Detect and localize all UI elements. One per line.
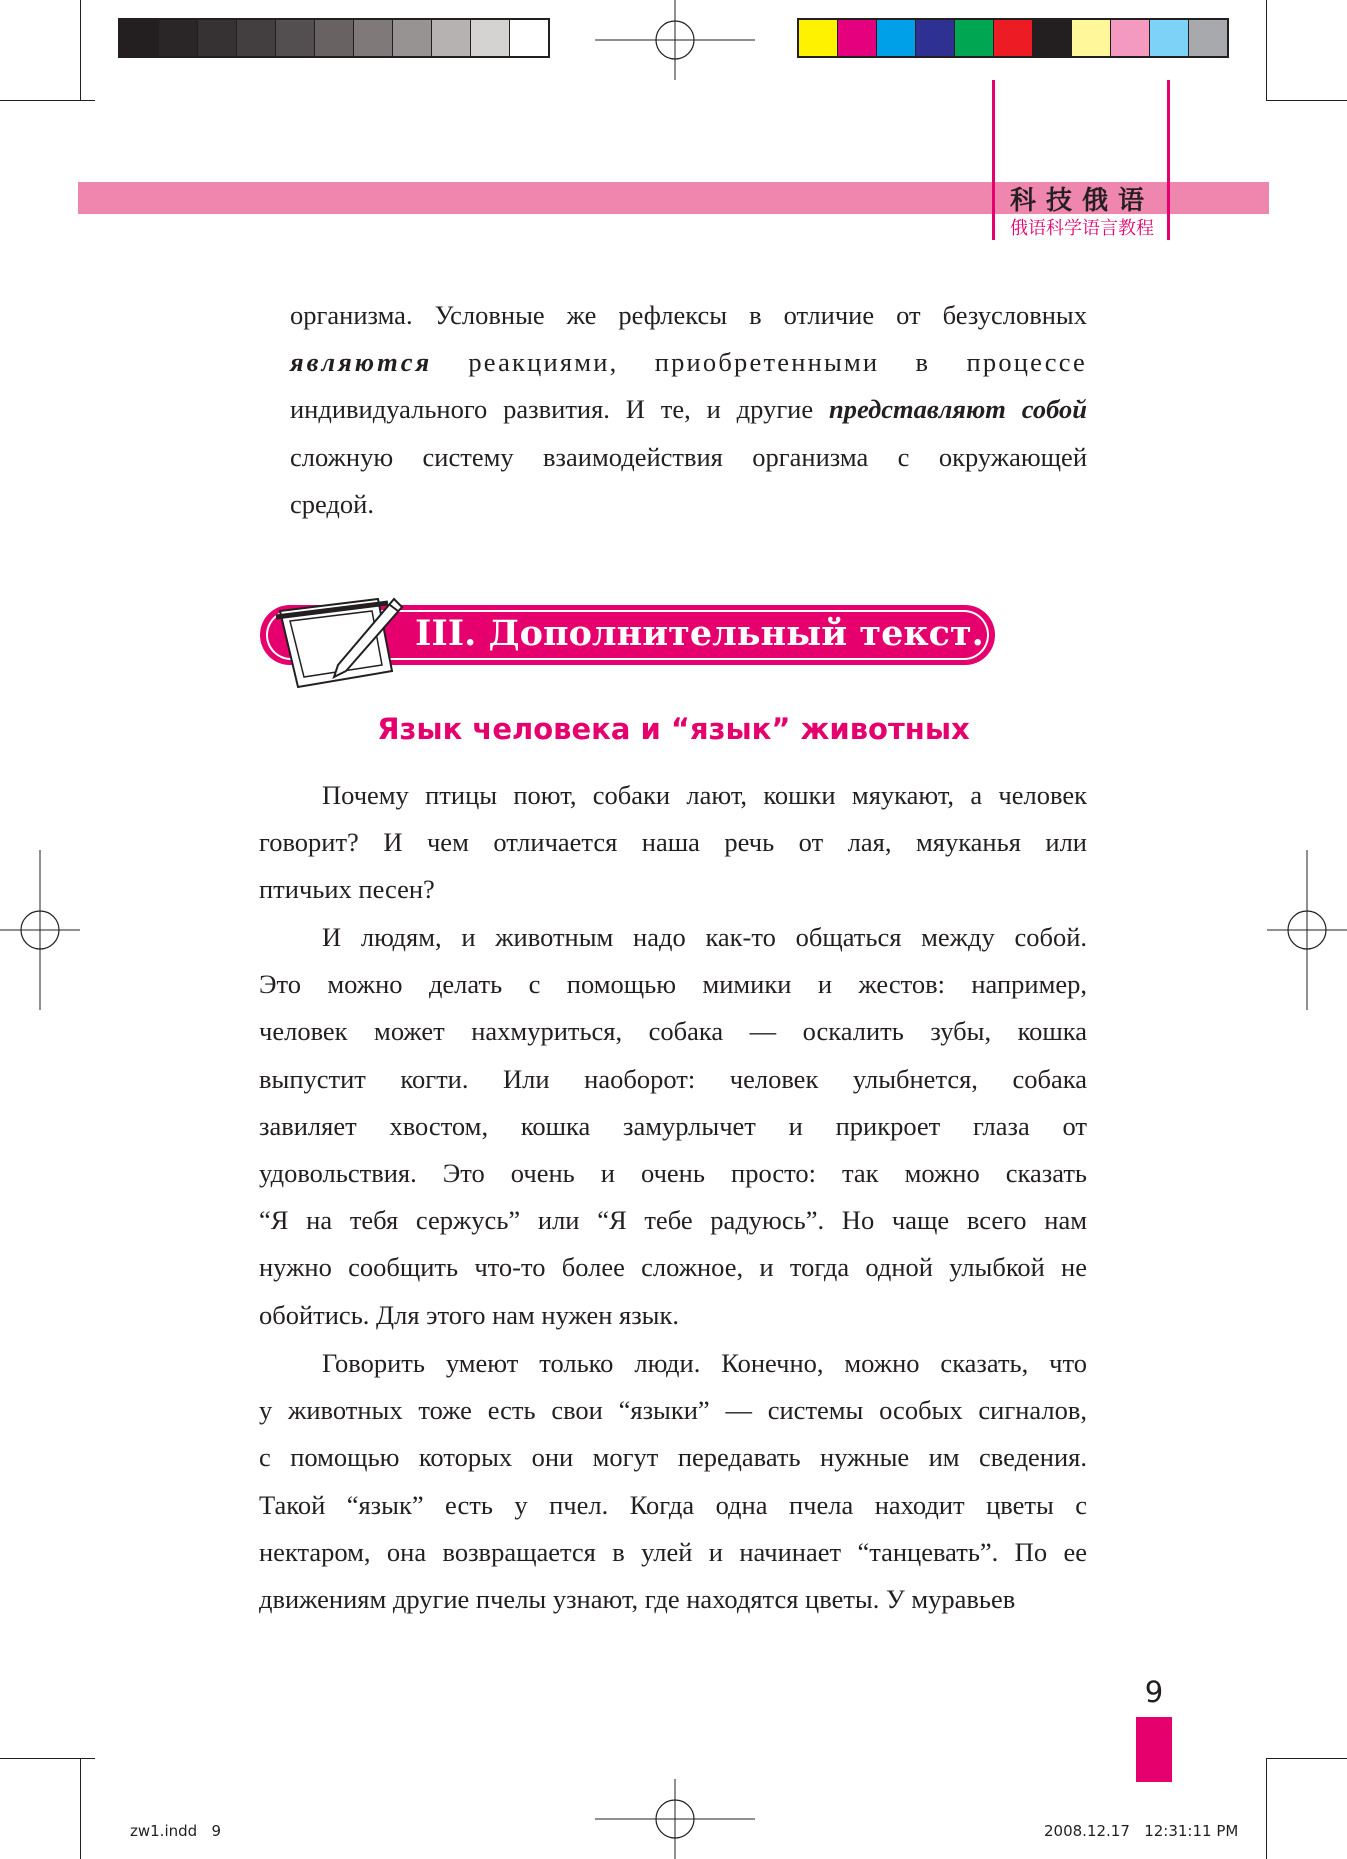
text-line: Это можно делать с помощью мимики и жестов: например,: [259, 969, 1087, 1000]
text-line: нужно сообщить что-то более сложное, и тогда одной улыбкой не: [259, 1252, 1087, 1283]
series-divider: [1167, 80, 1170, 240]
series-subtitle: 俄语科学语言教程: [1010, 218, 1154, 239]
crop-mark: [80, 1758, 81, 1859]
bold-term: представляют собой: [829, 394, 1087, 425]
text-line: выпустит когти. Или наоборот: человек улыбнется, собака: [259, 1063, 1087, 1094]
calibration-swatch: [1189, 20, 1227, 56]
intro-text: реакциями, приобретенными в процессе: [432, 347, 1087, 378]
registration-mark-icon: [595, 1779, 755, 1859]
bold-term: являются: [290, 347, 433, 378]
notepad-pencil-icon: [268, 595, 408, 697]
crop-mark: [1266, 0, 1267, 100]
calibration-swatch: [877, 20, 916, 56]
page-number: 9: [1144, 1675, 1164, 1709]
calibration-swatch: [510, 20, 548, 56]
calibration-swatch: [1150, 20, 1189, 56]
calibration-swatch: [955, 20, 994, 56]
calibration-swatch: [198, 20, 237, 56]
intro-text: индивидуального развития. И те, и другие: [290, 394, 829, 425]
calibration-swatch: [276, 20, 315, 56]
text-line: И людям, и животным надо как-то общаться между собой.: [322, 922, 1087, 952]
text-line: человек может нахмуриться, собака — оскалить зубы, кошка: [259, 1016, 1087, 1047]
text-line: Почему птицы поют, собаки лают, кошки мяукают, а человек: [322, 780, 1087, 810]
text-line: обойтись. Для этого нам нужен язык.: [259, 1299, 679, 1330]
slug-filename: zw1.indd 9: [130, 1822, 222, 1840]
text-line: удовольствия. Это очень и очень просто: так можно сказать: [259, 1158, 1087, 1189]
text-line: с помощью которых они могут передавать нужные им сведения.: [259, 1442, 1087, 1473]
series-title: 科技俄语: [1009, 186, 1154, 216]
calibration-swatch: [237, 20, 276, 56]
crop-mark: [1266, 1758, 1267, 1859]
calibration-swatch: [354, 20, 393, 56]
calibration-swatch: [994, 20, 1033, 56]
color-calibration-bar: [797, 18, 1229, 58]
crop-mark: [1266, 1758, 1347, 1759]
body-paragraph: [259, 914, 1087, 1339]
crop-mark: [0, 100, 95, 101]
crop-mark: [1266, 100, 1347, 101]
text-line: Такой “язык” есть у пчел. Когда одна пчела находит цветы с: [259, 1489, 1087, 1520]
text-line: Говорить умеют только люди. Конечно, можно сказать, что: [322, 1348, 1087, 1378]
crop-mark: [80, 0, 81, 100]
registration-mark-icon: [595, 0, 755, 80]
registration-mark-icon: [1267, 850, 1347, 1010]
text-subtitle: Язык человека и “язык” животных: [377, 712, 970, 746]
body-paragraph: [259, 772, 1087, 914]
calibration-swatch: [838, 20, 877, 56]
calibration-swatch: [1033, 20, 1072, 56]
calibration-swatch: [315, 20, 354, 56]
calibration-swatch: [1072, 20, 1111, 56]
intro-line: организма. Условные же рефлексы в отличие от безусловных: [290, 300, 1087, 330]
text-line: говорит? И чем отличается наша речь от лая, мяуканья или: [259, 827, 1087, 858]
calibration-swatch: [393, 20, 432, 56]
series-label: [992, 80, 1170, 240]
grayscale-calibration-bar: [118, 18, 550, 58]
calibration-swatch: [471, 20, 510, 56]
calibration-swatch: [799, 20, 838, 56]
intro-line: [290, 339, 1087, 386]
calibration-swatch: [120, 20, 159, 56]
text-line: “Я на тебя сержусь” или “Я тебе радуюсь”. Но чаще всего нам: [259, 1205, 1087, 1236]
registration-mark-icon: [0, 850, 80, 1010]
series-divider: [992, 80, 995, 240]
calibration-swatch: [1111, 20, 1150, 56]
text-line: движениям другие пчелы узнают, где находятся цветы. У муравьев: [259, 1584, 1016, 1615]
text-line: у животных тоже есть свои “языки” — системы особых сигналов,: [259, 1395, 1087, 1426]
page-tab: [1136, 1717, 1172, 1782]
text-line: завиляет хвостом, кошка замурлычет и прикроет глаза от: [259, 1110, 1087, 1141]
calibration-swatch: [159, 20, 198, 56]
intro-line: сложную систему взаимодействия организма с окружающей: [290, 441, 1087, 472]
body-paragraph: [259, 1340, 1087, 1623]
text-line: нектаром, она возвращается в улей и начинает “танцевать”. По ее: [259, 1536, 1087, 1567]
intro-paragraph: [290, 292, 1087, 528]
slug-timestamp: 2008.12.17 12:31:11 PM: [1044, 1822, 1239, 1840]
calibration-swatch: [432, 20, 471, 56]
intro-line: [290, 386, 1087, 433]
text-line: птичьих песен?: [259, 874, 435, 905]
intro-line: средой.: [290, 488, 374, 519]
section-heading: III. Дополнительный текст.: [415, 613, 984, 654]
calibration-swatch: [916, 20, 955, 56]
